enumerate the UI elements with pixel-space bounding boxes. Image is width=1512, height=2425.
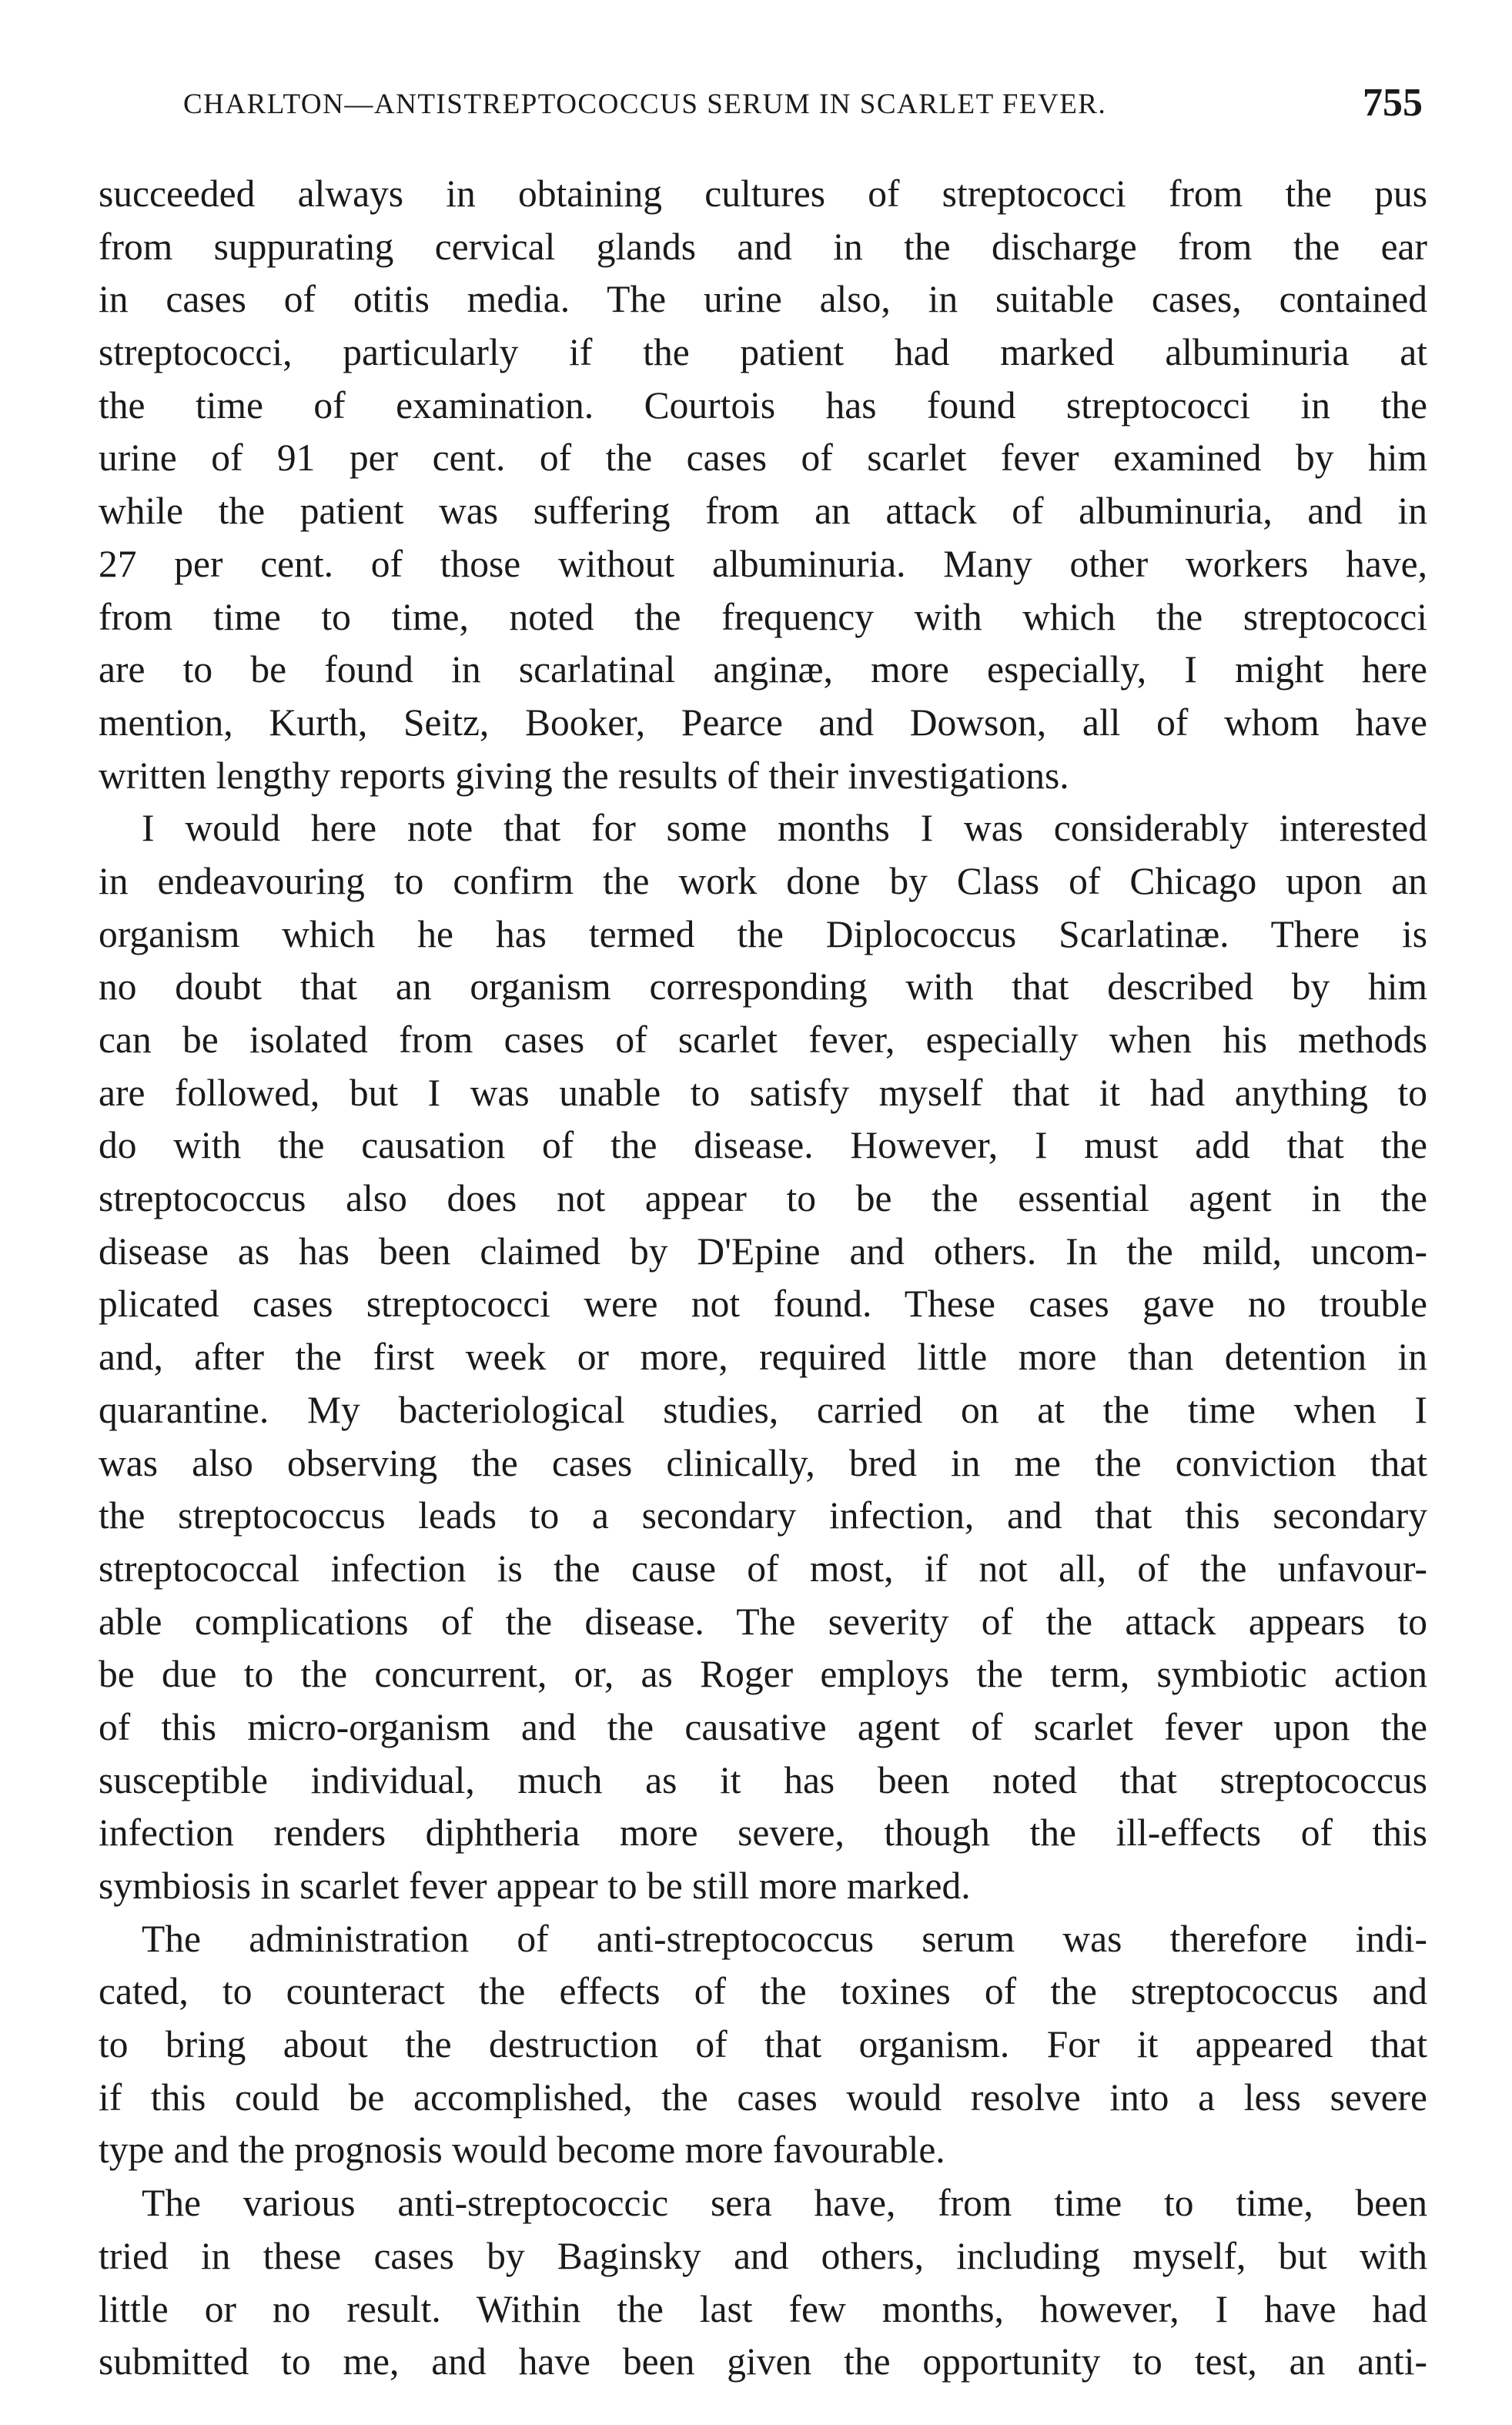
text-line: The various anti-streptococcic sera have, from time to time, been [142,2182,1427,2225]
text-line: susceptible individual, much as it has been noted that streptococcus [99,1758,1427,1801]
running-title: CHARLTON—ANTISTREPTOCOCCUS SERUM IN SCARLET FEVER. [183,89,1107,120]
text-line: infection renders diphtheria more severe, though the ill-effects of this [99,1811,1427,1855]
text-line: from time to time, noted the frequency with which the streptococci [99,595,1427,638]
text-line: can be isolated from cases of scarlet fever, especially when his methods [99,1018,1427,1061]
text-line: streptococcus also does not appear to be the essential agent in the [99,1177,1427,1220]
paragraph [99,1913,1427,2177]
text-line: plicated cases streptococci were not found. These cases gave no trouble [99,1283,1427,1326]
text-line: and, after the first week or more, required little more than detention in [99,1336,1427,1379]
paragraph [99,802,1427,1912]
running-head [183,80,1423,134]
text-line: do with the causation of the disease. However, I must add that the [99,1124,1427,1167]
text-line: mention, Kurth, Seitz, Booker, Pearce and Dowson, all of whom have [99,701,1427,744]
text-line: organism which he has termed the Diplococcus Scarlatinæ. There is [99,912,1427,955]
text-line: streptococci, particularly if the patient had marked albuminuria at [99,331,1427,374]
text-line: 27 per cent. of those without albuminuria. Many other workers have, [99,542,1427,585]
text-line: submitted to me, and have been given the opportunity to test, an anti- [99,2340,1427,2383]
text-line: urine of 91 per cent. of the cases of scarlet fever examined by him [99,436,1427,480]
text-line: are followed, but I was unable to satisfy myself that it had anything to [99,1071,1427,1114]
text-line: written lengthy reports giving the results of their investigations. [99,754,1069,797]
text-line: to bring about the destruction of that organism. For it appeared that [99,2023,1427,2066]
text-line: no doubt that an organism corresponding with that described by him [99,965,1427,1008]
text-line: disease as has been claimed by D'Epine and others. In the mild, uncom- [99,1229,1427,1273]
text-line: able complications of the disease. The severity of the attack appears to [99,1600,1427,1643]
text-line: the time of examination. Courtois has found streptococci in the [99,383,1427,426]
text-line: was also observing the cases clinically, bred in me the conviction that [99,1441,1427,1484]
text-line: streptococcal infection is the cause of most, if not all, of the unfavour- [99,1547,1427,1590]
text-line: in endeavouring to confirm the work done by Class of Chicago upon an [99,859,1427,902]
text-line: The administration of anti-streptococcus serum was therefore indi- [142,1917,1427,1960]
text-line: are to be found in scarlatinal anginæ, more especially, I might here [99,648,1427,691]
text-line: cated, to counteract the effects of the toxines of the streptococcus and [99,1970,1427,2013]
text-line: little or no result. Within the last few months, however, I have had [99,2287,1427,2330]
paragraph [99,2177,1427,2389]
body-text [99,168,1427,2389]
text-line: the streptococcus leads to a secondary infection, and that this secondary [99,1494,1427,1537]
page-number: 755 [1363,81,1423,125]
text-line: succeeded always in obtaining cultures of streptococci from the pus [99,172,1427,215]
text-line: be due to the concurrent, or, as Roger employs the term, symbiotic action [99,1653,1427,1696]
text-line: type and the prognosis would become more favourable. [99,2129,945,2172]
text-line: in cases of otitis media. The urine also, in suitable cases, contained [99,278,1427,321]
text-line: from suppurating cervical glands and in the discharge from the ear [99,225,1427,268]
text-line: I would here note that for some months I was considerably interested [142,807,1427,850]
text-line: while the patient was suffering from an attack of albuminuria, and in [99,490,1427,533]
paragraph [99,168,1427,802]
text-line: of this micro-organism and the causative agent of scarlet fever upon the [99,1705,1427,1748]
text-line: if this could be accomplished, the cases would resolve into a less severe [99,2075,1427,2119]
text-line: quarantine. My bacteriological studies, carried on at the time when I [99,1388,1427,1431]
text-line: symbiosis in scarlet fever appear to be still more marked. [99,1865,971,1907]
text-line: tried in these cases by Baginsky and others, including myself, but with [99,2234,1427,2277]
